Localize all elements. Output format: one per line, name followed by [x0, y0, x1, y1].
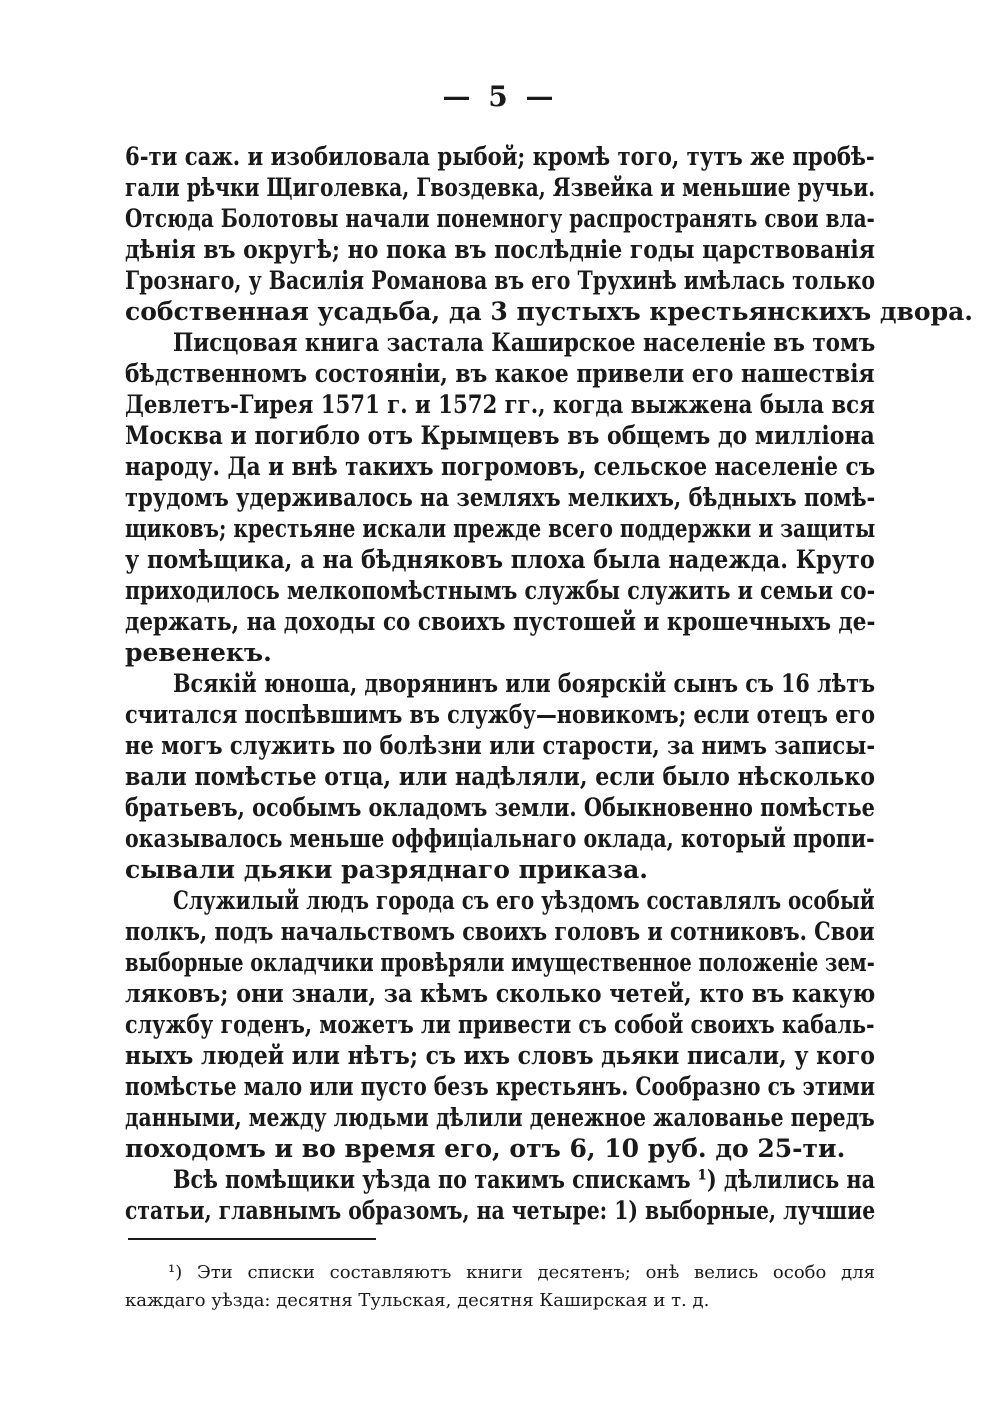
text-line: оказывалось меньше оффиціальнаго оклада, который пропи-	[125, 824, 875, 853]
text-line: у помѣщика, а на бѣдняковъ плоха была надежда. Круто	[125, 545, 875, 574]
text-line: щиковъ; крестьяне искали прежде всего поддержки и защиты	[125, 514, 876, 543]
footnote-line: ¹) Эти списки составляютъ книги десятенъ; онѣ велись особо для	[168, 1262, 875, 1283]
text-line: Девлетъ-Гирея 1571 г. и 1572 гг., когда выжжена была вся	[125, 390, 875, 419]
footnote-line: каждаго уѣзда: десятня Тульская, десятня Каширская и т. д.	[125, 1290, 710, 1311]
text-line: братьевъ, особымъ окладомъ земли. Обыкновенно помѣстье	[125, 793, 875, 822]
text-line: собственная усадьба, да 3 пустыхъ крестьянскихъ двора.	[125, 297, 973, 326]
page-number: — 5 —	[442, 80, 558, 113]
text-line: данными, между людьми дѣлили денежное жалованье передъ	[125, 1103, 875, 1132]
text-line: 6-ти саж. и изобиловала рыбой; кромѣ того, тутъ же пробѣ-	[125, 142, 875, 171]
text-line: ныхъ людей или нѣтъ; съ ихъ словъ дьяки писали, у кого	[125, 1041, 875, 1070]
text-line: трудомъ удерживалось на земляхъ мелкихъ, бѣдныхъ помѣ-	[125, 483, 876, 512]
text-line: бѣдственномъ состояніи, въ какое привели его нашествія	[125, 359, 875, 388]
text-line: выборные окладчики провѣряли имущественное положеніе зем-	[125, 948, 875, 977]
text-line: вали помѣстье отца, или надѣляли, если было нѣсколько	[125, 762, 875, 791]
text-line: народу. Да и внѣ такихъ погромовъ, сельское населеніе съ	[125, 452, 876, 481]
text-line: помѣстье мало или пусто безъ крестьянъ. Сообразно съ этими	[125, 1072, 875, 1101]
text-line: считался поспѣвшимъ въ службу—новикомъ; если отецъ его	[125, 700, 876, 729]
text-line: гали рѣчки Щиголевка, Гвоздевка, Язвейка и меньшие ручьи.	[125, 173, 876, 202]
text-line: Грознаго, у Василія Романова въ его Трухинѣ имѣлась только	[125, 266, 876, 295]
paragraph-first-line: Всѣ помѣщики уѣзда по такимъ спискамъ ¹) дѣлились на	[173, 1165, 876, 1194]
text-line: службу годенъ, можетъ ли привести съ собой своихъ кабаль-	[125, 1010, 875, 1039]
text-line: ревенекъ.	[125, 638, 272, 667]
paragraph-first-line: Писцовая книга застала Каширское населеніе въ томъ	[173, 328, 876, 357]
text-line: приходилось мелкопомѣстнымъ службы служить и семьи со-	[125, 576, 876, 605]
text-line: Москва и погибло отъ Крымцевъ въ общемъ до милліона	[125, 421, 875, 450]
text-line: Отсюда Болотовы начали понемногу распространять свои вла-	[125, 204, 875, 233]
text-line: ляковъ; они знали, за кѣмъ сколько четей, кто въ какую	[125, 979, 876, 1008]
text-line: статьи, главнымъ образомъ, на четыре: 1) выборные, лучшие	[125, 1196, 876, 1225]
text-line: походомъ и во время его, отъ 6, 10 руб. до 25-ти.	[125, 1134, 846, 1163]
text-line: не могъ служить по болѣзни или старости, за нимъ записы-	[125, 731, 876, 760]
paragraph-first-line: Служилый людъ города съ его уѣздомъ составлялъ особый	[173, 886, 875, 915]
text-line: сывали дьяки разряднаго приказа.	[125, 855, 648, 884]
text-line: полкъ, подъ начальствомъ своихъ головъ и сотниковъ. Свои	[125, 917, 875, 946]
text-line: держать, на доходы со своихъ пустошей и крошечныхъ де-	[125, 607, 876, 636]
footnote-divider	[128, 1238, 376, 1240]
paragraph-first-line: Всякій юноша, дворянинъ или боярскій сынъ съ 16 лѣтъ	[173, 669, 876, 698]
text-line: дѣнія въ округѣ; но пока въ послѣдніе годы царствованія	[125, 235, 875, 264]
